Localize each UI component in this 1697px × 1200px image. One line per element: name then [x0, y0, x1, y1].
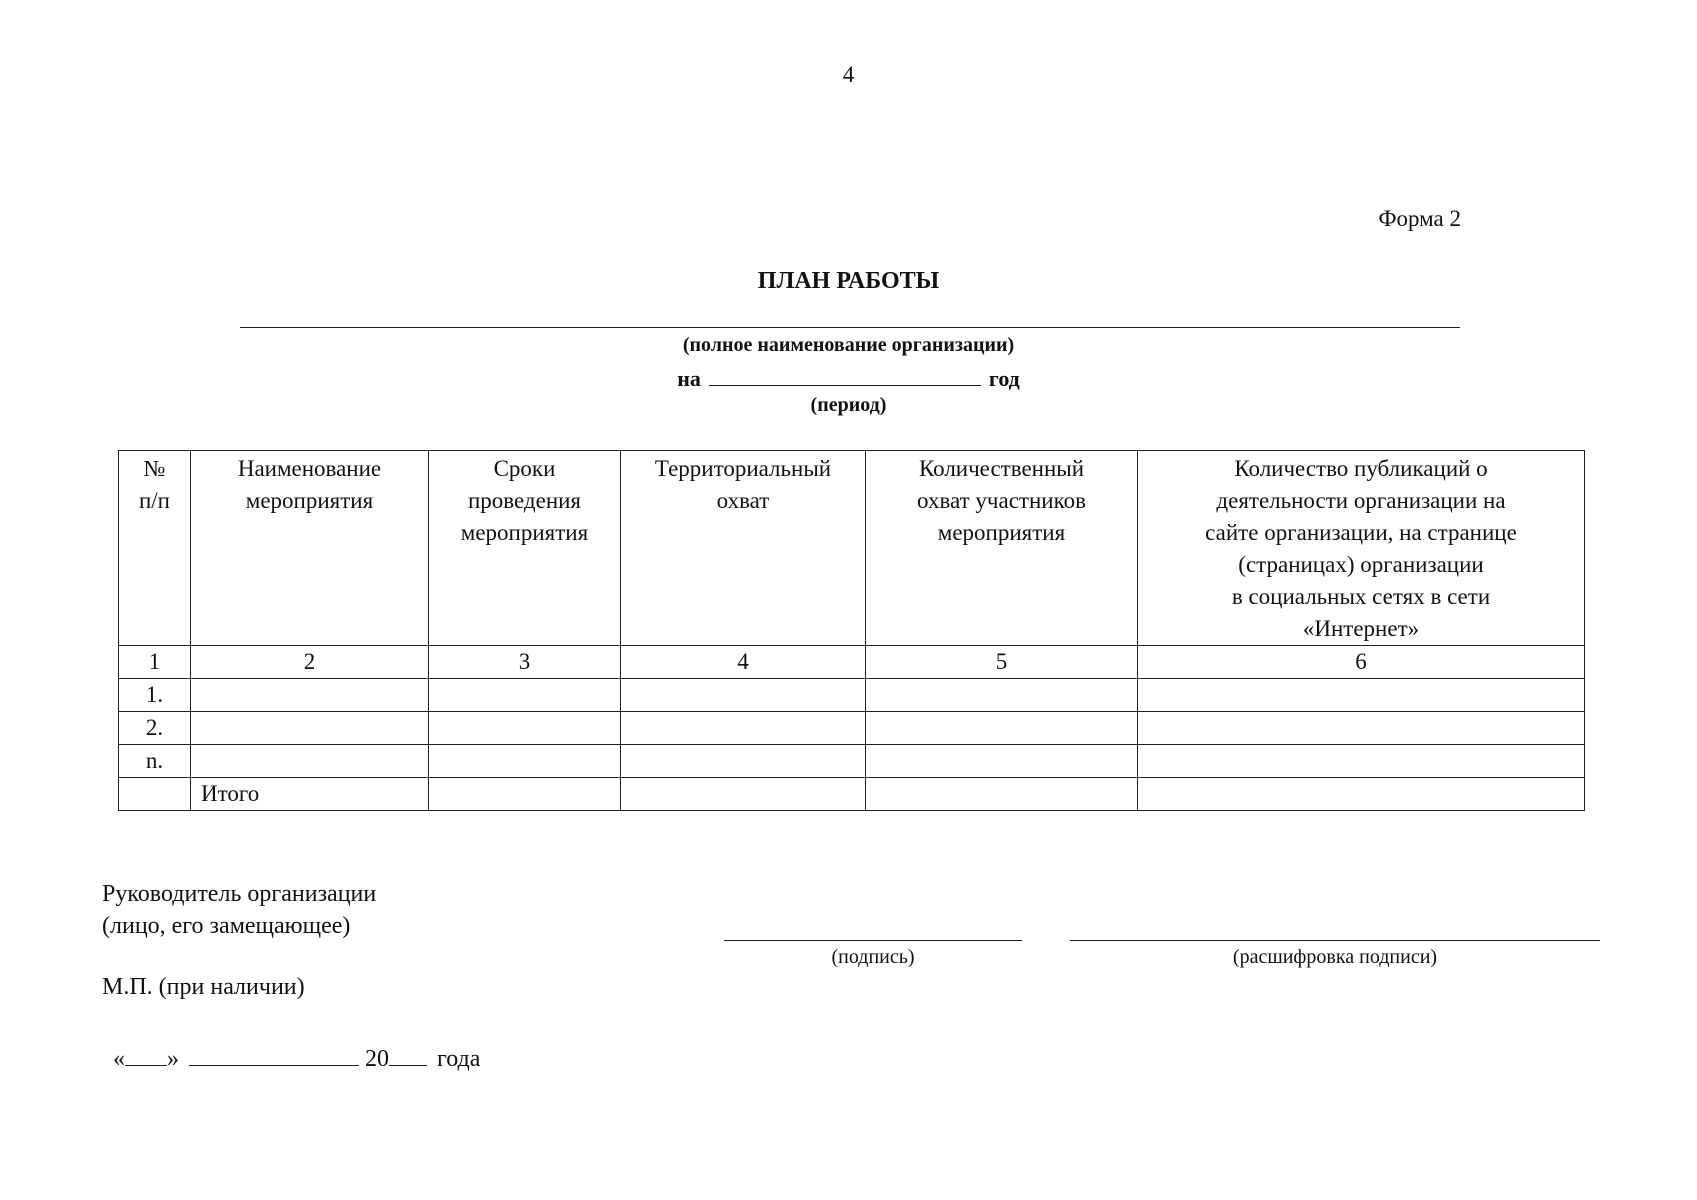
header-text: Территориальный: [654, 456, 832, 481]
header-cell-participants: [866, 451, 1138, 646]
column-number: 5: [866, 646, 1138, 679]
table-cell: [866, 712, 1138, 745]
form-label: Форма 2: [1378, 206, 1461, 231]
period-row: [0, 363, 1697, 392]
row-name-cell: [191, 679, 429, 712]
header-text: сайте организации, на странице: [1205, 520, 1517, 545]
header-text: в социальных сетях в сети: [1231, 584, 1491, 609]
period-prefix: на: [677, 366, 701, 391]
leader-substitute: (лицо, его замещающее): [102, 913, 351, 939]
table-row: [119, 745, 1585, 778]
header-text: мероприятия: [937, 520, 1066, 545]
header-cell-event-name: [191, 451, 429, 646]
period-blank-line: [709, 363, 981, 386]
table-cell: [866, 745, 1138, 778]
table-cell: [429, 778, 621, 811]
leader-block: [102, 878, 376, 942]
day-blank: [125, 1043, 167, 1066]
table-row: [119, 679, 1585, 712]
stamp-label: М.П. (при наличии): [102, 974, 305, 1000]
month-blank: [189, 1043, 359, 1066]
header-text: (страницах) организации: [1238, 552, 1484, 577]
table-cell: [429, 712, 621, 745]
row-name-cell: [191, 712, 429, 745]
date-century: 20: [365, 1046, 389, 1072]
date-open-quote: «: [113, 1046, 125, 1072]
period-suffix: год: [988, 366, 1020, 391]
header-row: [119, 451, 1585, 646]
column-number: 6: [1138, 646, 1585, 679]
document-title: ПЛАН РАБОТЫ: [757, 268, 940, 294]
table-cell: [429, 679, 621, 712]
date-close-quote: »: [167, 1046, 179, 1072]
header-cell-territory: [621, 451, 866, 646]
table-cell: [1138, 778, 1585, 811]
header-text: Сроки: [493, 456, 556, 481]
period-caption: (период): [810, 394, 887, 416]
table-cell: [866, 679, 1138, 712]
signature-line: [724, 940, 1022, 941]
header-text: №: [143, 456, 166, 481]
signature-caption: (подпись): [831, 946, 915, 968]
header-text: п/п: [138, 488, 170, 513]
table-cell: [429, 745, 621, 778]
header-text: деятельности организации на: [1216, 488, 1506, 513]
row-number: 2.: [119, 712, 191, 745]
table-cell: [621, 679, 866, 712]
table-cell: [866, 778, 1138, 811]
header-cell-publications: [1138, 451, 1585, 646]
date-suffix: года: [437, 1046, 481, 1072]
table-row: [119, 712, 1585, 745]
row-number: [119, 778, 191, 811]
date-row: [113, 1043, 480, 1073]
column-number: 3: [429, 646, 621, 679]
signature-decode-line: [1070, 940, 1600, 941]
row-number: n.: [119, 745, 191, 778]
header-cell-number: [119, 451, 191, 646]
table-cell: [1138, 712, 1585, 745]
header-text: «Интернет»: [1302, 616, 1420, 641]
row-number: 1.: [119, 679, 191, 712]
header-text: мероприятия: [460, 520, 589, 545]
row-name-cell: [191, 745, 429, 778]
header-text: охват участников: [917, 488, 1086, 513]
header-text: Количество публикаций о: [1234, 456, 1488, 481]
column-number: 2: [191, 646, 429, 679]
work-plan-table: [118, 450, 1585, 811]
column-number: 4: [621, 646, 866, 679]
year-blank: [389, 1043, 427, 1066]
organization-caption: (полное наименование организации): [682, 334, 1015, 356]
column-number-row: [119, 646, 1585, 679]
table-cell: [621, 745, 866, 778]
header-text: Количественный: [918, 456, 1085, 481]
organization-name-line: [240, 327, 1460, 328]
table-cell: [621, 778, 866, 811]
signature-decode-caption: (расшифровка подписи): [1232, 946, 1438, 968]
total-label: Итого: [191, 778, 429, 811]
header-text: проведения: [467, 488, 582, 513]
total-row: [119, 778, 1585, 811]
header-text: охват: [716, 488, 770, 513]
header-text: мероприятия: [245, 488, 374, 513]
leader-title: Руководитель организации: [102, 881, 377, 907]
page-number: 4: [842, 62, 855, 87]
header-cell-dates: [429, 451, 621, 646]
header-text: Наименование: [237, 456, 382, 481]
table-cell: [1138, 745, 1585, 778]
table-cell: [621, 712, 866, 745]
table-cell: [1138, 679, 1585, 712]
column-number: 1: [119, 646, 191, 679]
